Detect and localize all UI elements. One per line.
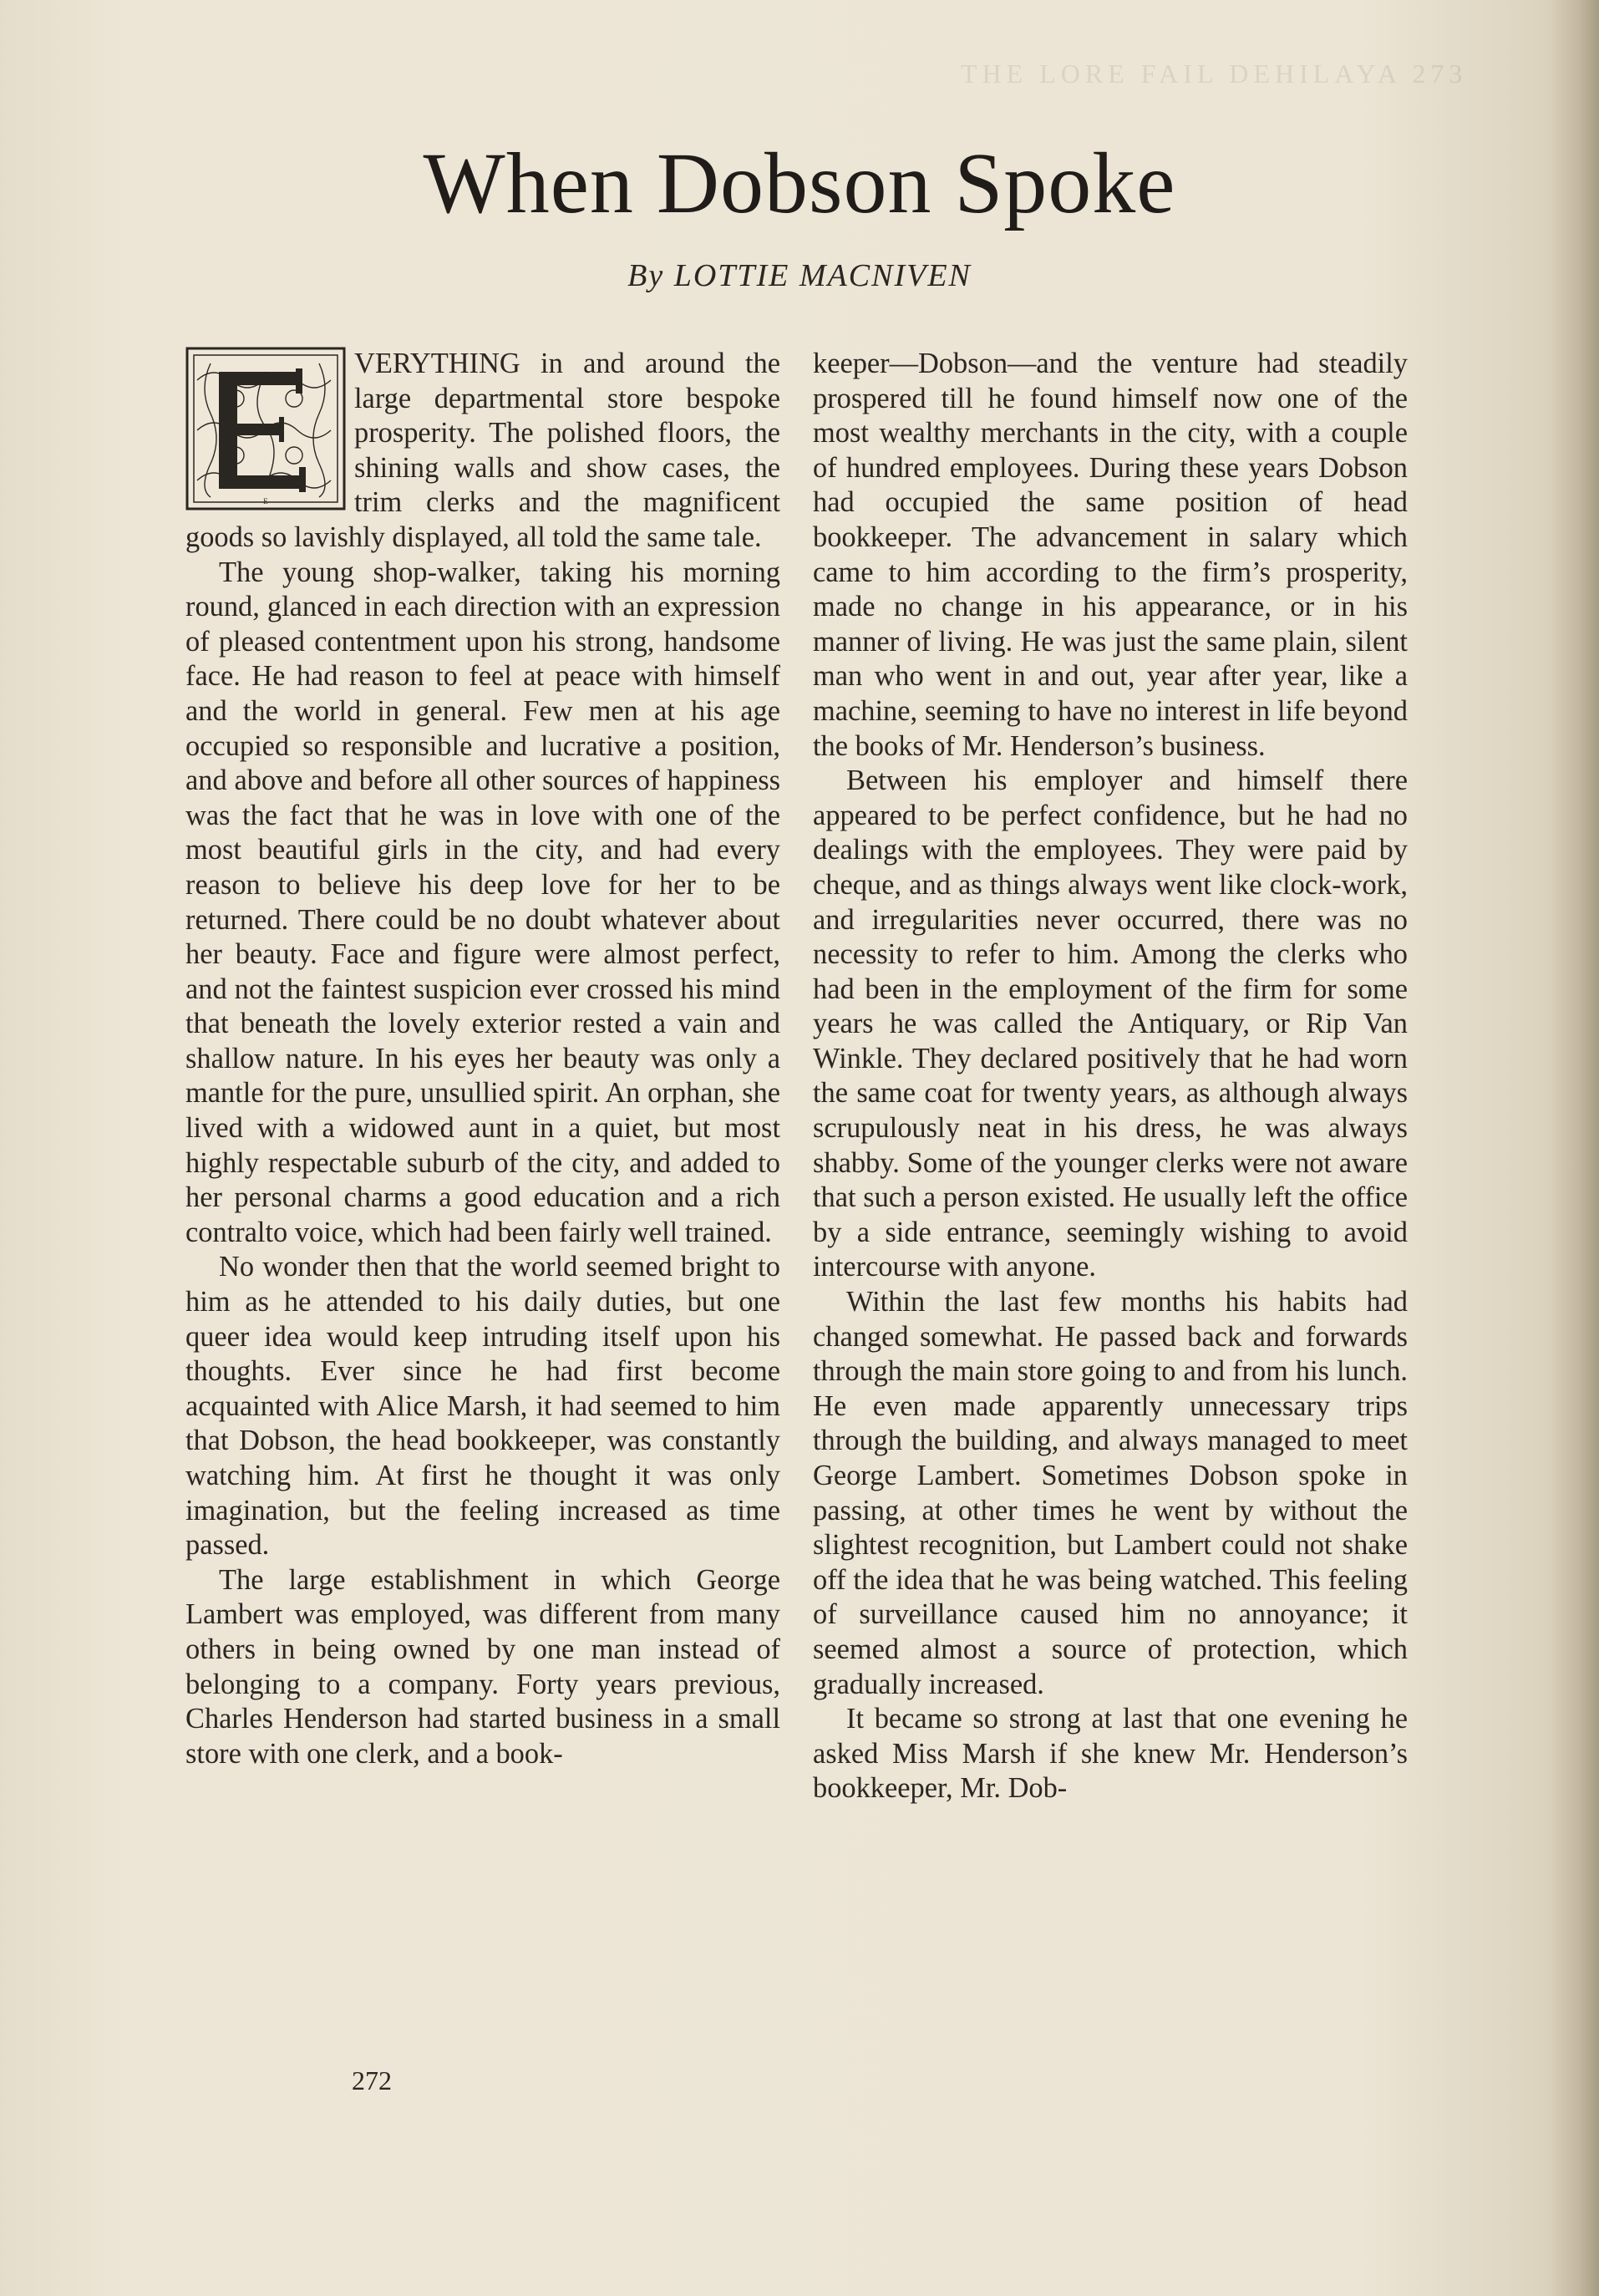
text-column-right	[813, 347, 1408, 2068]
article-title: When Dobson Spoke	[423, 135, 1176, 231]
paragraph: Within the last few months his habits had changed somewhat. He passed back and forwards through the main store going to and from his lunch. He even made apparently unnecessary trips through the building, and always managed to meet George Lambert. Sometimes Dobson spoke in passing, at other times he went by without the slightest recognition, but Lambert could not shake off the idea that he was being watched. This feeling of surveillance caused him no annoyance; it seemed almost a source of protection, which gradually increased.	[813, 1286, 1408, 1700]
paragraph: Between his employer and himself there appeared to be perfect confidence, but he had no dealings with the employees. They were paid by cheque, and as things always went like clock-work, and irregularities never occurred, there was no necessity to refer to him. Among the clerks who had been in the employment of the firm for some years he was called the Antiquary, or Rip Van Winkle. They declared positively that he had worn the same coat for twenty years, as although always scrupulously neat in his dress, he was always shabby. Some of the younger clerks were not aware that such a person existed. He usually left the office by a side entrance, seemingly wishing to avoid intercourse with anyone.	[813, 764, 1408, 1283]
paragraph: The large establishment in which George Lambert was employed, was different from many others in being owned by one man instead of belonging to a company. Forty years previous, Charles Henderson had started business in a small store with one clerk, and a book-	[185, 1563, 780, 1770]
dropcap-letter: E	[263, 497, 268, 505]
ornamental-dropcap	[185, 347, 346, 511]
paragraph: keeper—Dobson—and the venture had steadily prospered till he found himself now one of the most wealthy merchants in the city, with a couple of hundred employees. During these years Dobson had occupied the same position of head bookkeeper. The advancement in salary which came to him according to the firm’s prosperity, made no change in his appearance, or in his manner of living. He was just the same plain, silent man who went in and out, year after year, like a machine, seeming to have no interest in life beyond the books of Mr. Henderson’s business.	[813, 348, 1408, 762]
paragraph: VERYTHING in and around the large departmental store bespoke prosperity. The polished floors, the shining walls and show cases, the trim clerks and the magnificent goods so lavishly displayed, all told the same tale.	[185, 348, 780, 553]
paragraph: It became so strong at last that one evening he asked Miss Marsh if she knew Mr. Henderson’s bookkeeper, Mr. Dob-	[813, 1703, 1408, 1805]
paragraph: The young shop-walker, taking his morning round, glanced in each direction with an expression of pleased contentment upon his strong, handsome face. He had reason to feel at peace with himself and the world in general. Few men at his age occupied so responsible and lucrative a position, and above and before all other sources of happiness was the fact that he was in love with one of the most beautiful girls in the city, and had every reason to believe his deep love for her to be returned. There could be no doubt whatever about her beauty. Face and figure were almost perfect, and not the faintest suspicion ever crossed his mind that beneath the lovely exterior rested a vain and shallow nature. In his eyes her beauty was only a mantle for the pure, unsullied spirit. An orphan, she lived with a widowed aunt in a quiet, but most highly respectable suburb of the city, and added to her personal charms a good education and a rich contralto voice, which had been fairly well trained.	[185, 556, 780, 1248]
paragraph: No wonder then that the world seemed bright to him as he attended to his daily duties, but one queer idea would keep intruding itself upon his thoughts. Ever since he had first become acquainted with Alice Marsh, it had seemed to him that Dobson, the head bookkeeper, was constantly watching him. At first he thought it was only imagination, but the feeling increased as time passed.	[185, 1251, 780, 1562]
article-byline: By LOTTIE MACNIVEN	[627, 258, 972, 293]
page-number: 272	[352, 2065, 392, 2095]
text-column-left	[185, 347, 780, 2068]
page-gutter-shadow	[1549, 0, 1599, 2296]
bleed-through-running-head: THE LORE FAIL DEHILAYA 273	[961, 58, 1468, 89]
dropcap-e-icon	[185, 347, 346, 511]
